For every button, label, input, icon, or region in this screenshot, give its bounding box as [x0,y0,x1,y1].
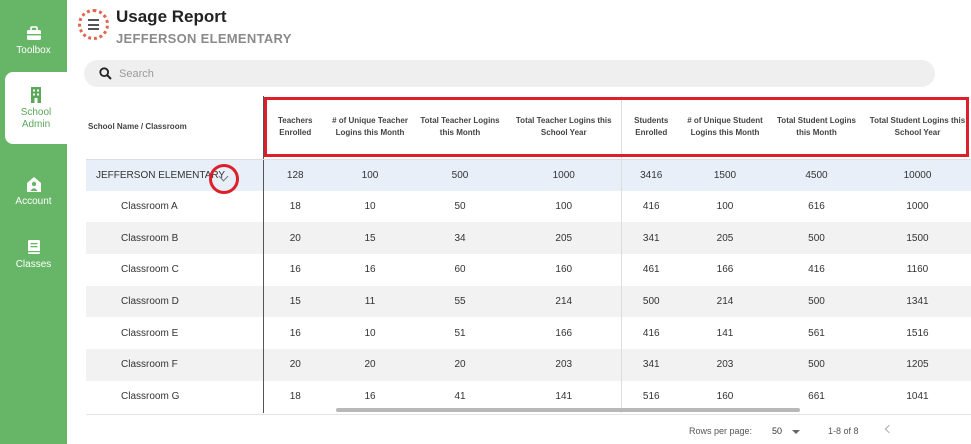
table-cell: 1000 [507,159,621,191]
table-cell: 1500 [864,222,971,254]
table-header-row [86,96,971,159]
table-cell: 10000 [864,159,971,191]
school-building-icon [27,86,45,104]
table-cell: 100 [327,159,413,191]
table-cell: 16 [364,391,376,403]
table-cell: 160 [555,264,573,276]
sidebar-item-classes[interactable] [0,238,67,271]
table-cell: 50 [454,201,466,213]
table-cell: 214 [507,286,621,318]
classroom-name: Classroom E [86,317,263,349]
column-header[interactable]: Total Student Logins this School Year [864,96,971,159]
table-cell: 1160 [906,264,929,276]
column-header[interactable]: # of Unique Teacher Logins this Month [327,96,413,159]
table-cell: 55 [413,286,507,318]
table-cell: 1205 [864,349,971,381]
table-cell: 341 [621,349,681,381]
table-cell: 1516 [906,327,929,339]
sidebar-item-label: Account [15,196,52,207]
toolbox-icon [25,24,43,42]
table-cell: 160 [716,391,734,403]
classroom-name: Classroom D [86,286,263,318]
menu-button[interactable] [78,9,109,40]
table-cell: 18 [289,391,301,403]
table-cell: 20 [327,349,413,381]
school-name-cell [86,159,263,191]
hamburger-icon-bar [88,28,99,30]
chevron-down-icon [219,171,229,181]
table-row[interactable] [86,254,971,286]
table-cell: 500 [769,286,864,318]
classroom-name: Classroom G [86,381,263,413]
table-row[interactable] [86,317,971,349]
table-cell: 203 [507,349,621,381]
table-cell: 10 [364,201,376,213]
table-cell: 214 [681,286,769,318]
school-row[interactable] [86,159,971,191]
classroom-name: Classroom B [86,222,263,254]
table-cell: 203 [681,349,769,381]
page-subtitle: JEFFERSON ELEMENTARY [116,31,292,46]
table-cell: 4500 [769,159,864,191]
table-cell: 20 [263,222,327,254]
hamburger-icon-bar [88,24,99,26]
table-cell: 34 [413,222,507,254]
table-cell: 1500 [681,159,769,191]
hamburger-icon [88,19,99,21]
column-header[interactable]: Students Enrolled [621,96,681,159]
table-cell: 10 [364,327,376,339]
table-cell: 16 [289,327,301,339]
table-cell: 51 [454,327,466,339]
table-cell: 3416 [621,159,681,191]
table-cell: 60 [454,264,466,276]
table-cell: 616 [808,201,825,213]
sidebar-item-label: School Admin [20,107,52,130]
search-bar [84,60,935,87]
search-input[interactable] [119,64,899,83]
table-cell: 500 [621,286,681,318]
sidebar-item-label: Classes [15,259,52,270]
table-cell: 166 [555,327,573,339]
page-title: Usage Report [116,7,227,26]
table-cell: 41 [454,391,466,403]
sidebar-item-school-admin[interactable] [5,72,67,144]
column-header[interactable]: Total Teacher Logins this School Year [507,96,621,159]
sidebar-item-toolbox[interactable] [0,24,67,57]
table-cell: 341 [621,222,681,254]
table-cell: 561 [808,327,825,339]
table-cell: 100 [555,201,573,213]
table-cell: 141 [555,391,573,403]
table-cell: 516 [621,381,681,413]
caret-down-icon[interactable] [792,430,800,434]
table-cell: 141 [716,327,734,339]
table-cell: 500 [769,349,864,381]
table-row[interactable] [86,222,971,254]
classroom-name: Classroom F [86,349,263,381]
page-header [67,0,971,55]
expand-button[interactable] [209,164,239,194]
column-header[interactable]: Teachers Enrolled [263,96,327,159]
table-cell: 416 [621,317,681,349]
column-header[interactable]: Total Student Logins this Month [769,96,864,159]
table-cell: 461 [621,254,681,286]
search-icon [99,67,112,80]
table-cell: 100 [716,201,734,213]
table-row[interactable] [86,286,971,318]
sidebar [0,0,67,444]
table-cell: 11 [327,286,413,318]
table-cell: 1041 [906,391,929,403]
column-header[interactable]: School Name / Classroom [86,96,263,159]
table-cell: 15 [263,286,327,318]
column-header[interactable]: Total Teacher Logins this Month [413,96,507,159]
table-row[interactable] [86,191,971,223]
table-cell: 500 [413,159,507,191]
table-cell: 416 [621,191,681,223]
pagination-range: 1-8 of 8 [828,426,859,436]
horizontal-scrollbar[interactable] [336,408,800,412]
table-cell: 20 [413,349,507,381]
table-cell: 20 [263,349,327,381]
table-cell: 166 [716,264,734,276]
table-cell: 1000 [906,201,929,213]
table-cell: 205 [681,222,769,254]
table-cell: 1341 [864,286,971,318]
pagination-footer [86,414,971,444]
classroom-name: Classroom A [86,191,263,223]
book-icon [25,238,43,256]
table-cell: 500 [769,222,864,254]
usage-table [86,96,971,414]
chevron-left-icon[interactable] [885,425,893,433]
sidebar-item-label: Toolbox [16,45,51,56]
table-cell: 128 [263,159,327,191]
school-name: JEFFERSON ELEMENTARY [96,169,226,181]
table-cell: 416 [808,264,825,276]
table-cell: 15 [327,222,413,254]
classroom-name: Classroom C [86,254,263,286]
column-header[interactable]: # of Unique Student Logins this Month [681,96,769,159]
table-cell: 16 [364,264,376,276]
table-cell: 16 [289,264,301,276]
rows-per-page-label: Rows per page: [689,426,753,436]
table-cell: 661 [808,391,825,403]
rows-per-page-select[interactable]: 50 [772,426,783,436]
table-cell: 18 [289,201,301,213]
account-icon [25,175,43,193]
table-cell: 205 [507,222,621,254]
sidebar-item-account[interactable] [0,175,67,208]
table-row[interactable] [86,349,971,381]
